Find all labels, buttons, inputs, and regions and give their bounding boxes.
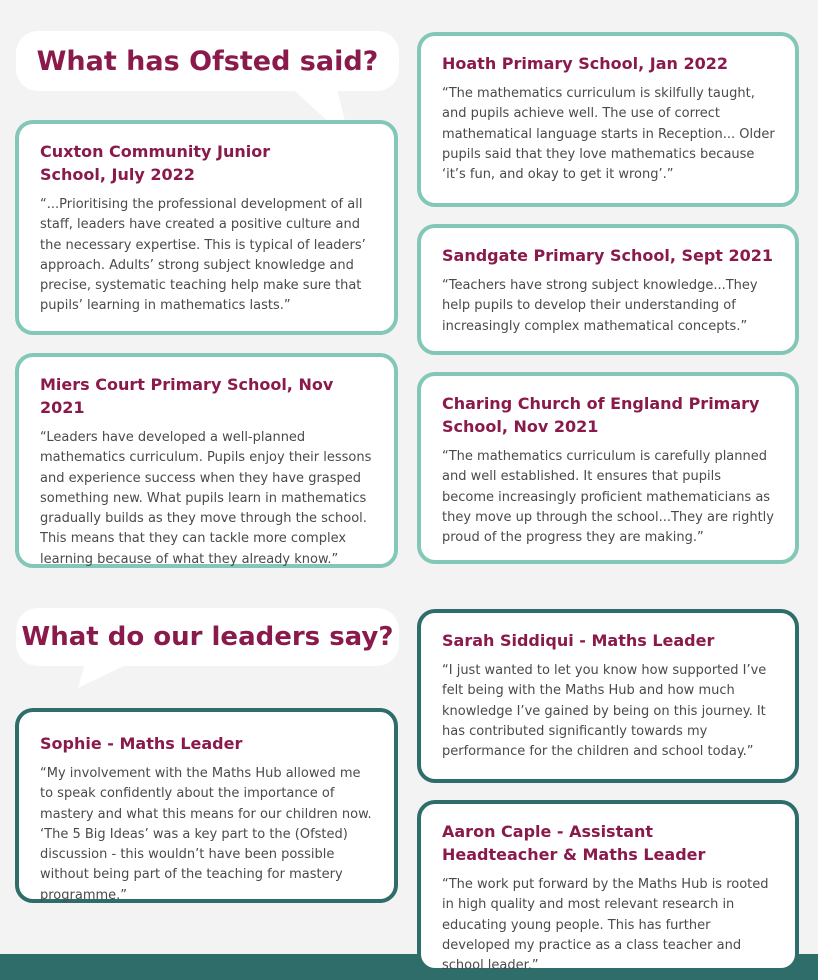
quote-card-aaron-caple (417, 800, 799, 972)
quote-card-text: “My involvement with the Maths Hub allowed me to speak confidently about the importance of mastery and what this means for our children now. ‘The 5 Big Ideas’ was a key part to the (Ofsted) discussion - this wouldn’t have been possible without being part of the teaching for mastery programme.” (40, 766, 372, 903)
quote-card-sophie (15, 708, 398, 903)
quote-card-title: Miers Court Primary School, Nov 2021 (40, 375, 334, 417)
quote-card-text: “The mathematics curriculum is carefully planned and well established. It ensures that pupils become increasingly proficient mathematicians as they move up through the school...They are rightly proud of the progress they are making.” (442, 449, 774, 546)
quote-card-miers-court (15, 353, 398, 568)
quote-card-title: Sandgate Primary School, Sept 2021 (442, 246, 774, 265)
leaders-heading-bubble (16, 608, 399, 666)
quote-card-text: “I just wanted to let you know how supported I’ve felt being with the Maths Hub and how much knowledge I’ve gained by being on this journey. It has contributed significantly towards my performance for the children and school today.” (442, 663, 767, 760)
quote-card-title: Cuxton Community Junior School, July 2022 (40, 142, 271, 184)
leaders-heading: What do our leaders say? (21, 622, 394, 652)
ofsted-heading-bubble (16, 31, 399, 91)
quote-card-charing (417, 372, 799, 564)
quote-card-cuxton (15, 120, 398, 335)
quote-card-title: Sarah Siddiqui - Maths Leader (442, 631, 715, 650)
quote-card-text: “...Prioritising the professional development of all staff, leaders have created a positive culture and the necessary expertise. This is typical of leaders’ approach. Adults’ strong subject knowledge and precise, systematic teaching help make sure that pupils’ learning in mathematics lasts.” (40, 197, 366, 314)
quote-card-sarah-siddiqui (417, 609, 799, 783)
quote-card-text: “Teachers have strong subject knowledge...They help pupils to develop their understanding of increasingly complex mathematical concepts.” (442, 278, 758, 334)
quote-card-text: “The work put forward by the Maths Hub is rooted in high quality and most relevant research in educating young people. This has further developed my practice as a class teacher and school leader.” (442, 877, 769, 974)
quote-card-title: Charing Church of England Primary School, Nov 2021 (442, 394, 760, 436)
quote-card-title: Aaron Caple - Assistant Headteacher & Maths Leader (442, 822, 706, 864)
quote-card-title: Hoath Primary School, Jan 2022 (442, 54, 729, 73)
quote-card-hoath (417, 32, 799, 207)
quote-card-title: Sophie - Maths Leader (40, 734, 243, 753)
quote-card-sandgate (417, 224, 799, 355)
quote-card-text: “The mathematics curriculum is skilfully taught, and pupils achieve well. The use of correct mathematical language starts in Reception... Older pupils said that they love mathematics because ‘it’s fun, and okay to get it wrong’.” (442, 86, 775, 183)
ofsted-heading: What has Ofsted said? (36, 45, 379, 77)
quote-card-text: “Leaders have developed a well-planned mathematics curriculum. Pupils enjoy their lessons and experience success when they have grasped something new. What pupils learn in mathematics gradually builds as they move through the school. This means that they can tackle more complex learning because of what they already know.” (40, 430, 372, 567)
